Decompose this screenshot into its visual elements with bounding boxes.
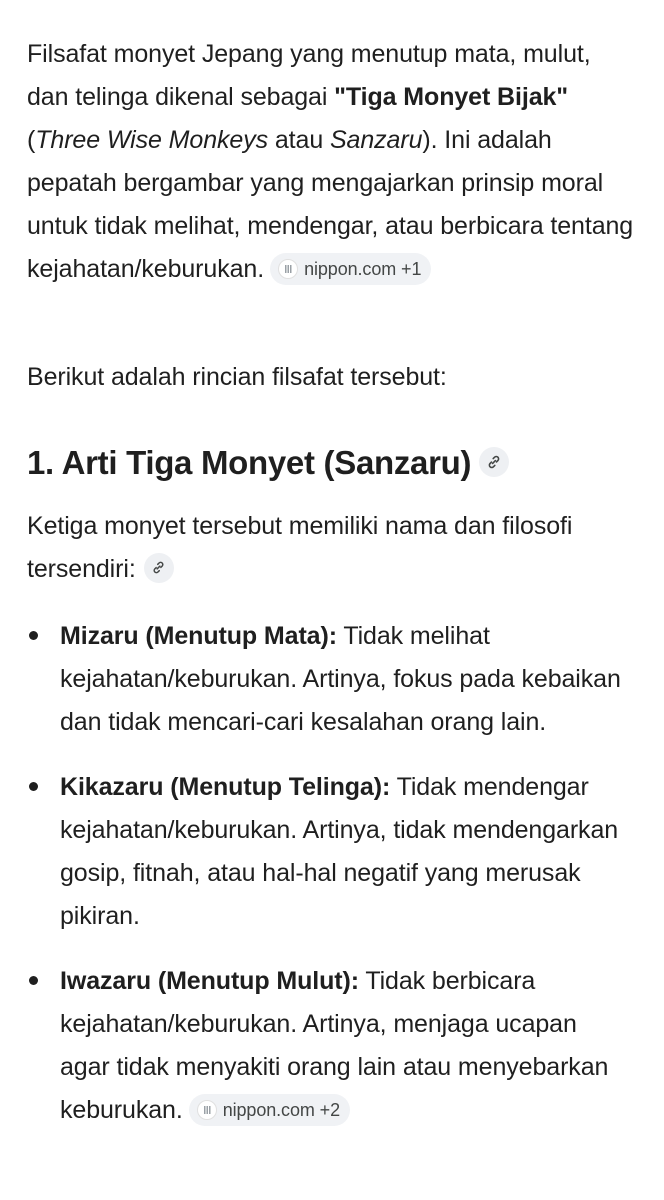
list-item-title: Iwazaru (Menutup Mulut): [60,967,359,995]
details-intro: Berikut adalah rincian filsafat tersebut: [27,363,447,391]
source-chip[interactable] [189,1094,350,1126]
monkey-list [27,615,627,1132]
intro-bold-term: "Tiga Monyet Bijak" [334,83,569,111]
section-subtext-text: Ketiga monyet tersebut memiliki nama dan filosofi tersendiri: [27,512,573,583]
source-chip[interactable] [270,253,431,285]
link-icon [151,560,166,575]
list-item-text: Tidak mendengar kejahatan/keburukan. Artinya, tidak mendengarkan gosip, fitnah, atau hal-hal negatif yang merusak pikiran. [60,773,619,930]
list-item-title: Mizaru (Menutup Mata): [60,622,337,650]
intro-italic-sanzaru: Sanzaru [329,126,423,154]
intro-text-c: atau [268,126,330,154]
section-subtext [27,505,627,591]
list-item-text: Tidak melihat kejahatan/keburukan. Artinya, fokus pada kebaikan dan tidak mencari-cari kesalahan orang lain. [60,622,621,736]
list-item [27,960,627,1132]
heading-link-button[interactable] [479,447,509,477]
list-item [27,615,627,744]
source-chip-label: nippon.com +1 [304,259,422,279]
list-item [27,766,627,938]
intro-text-b: ( [27,126,36,154]
subtext-link-button[interactable] [144,553,174,583]
section-heading [27,438,509,488]
nippon-favicon-icon [278,259,298,279]
intro-paragraph [27,33,637,291]
intro-text-d: ). Ini adalah pepatah bergambar yang mengajarkan prinsip moral untuk tidak melihat, mendengar, atau berbicara tentang kejahatan/keburukan. [27,126,634,283]
bullet-dot [29,782,38,791]
intro-italic-english: Three Wise Monkeys [35,126,269,154]
bullet-dot [29,631,38,640]
source-chip-label: nippon.com +2 [222,1100,340,1120]
bullet-dot [29,976,38,985]
link-icon [486,454,502,470]
nippon-favicon-icon [197,1100,217,1120]
section-heading-text: 1. Arti Tiga Monyet (Sanzaru) [27,444,472,481]
list-item-text: Tidak berbicara kejahatan/keburukan. Artinya, menjaga ucapan agar tidak menyakiti orang lain atau menyebarkan keburukan. [60,967,609,1124]
intro-text-a: Filsafat monyet Jepang yang menutup mata, mulut, dan telinga dikenal sebagai [27,40,591,111]
list-item-title: Kikazaru (Menutup Telinga): [60,773,391,801]
